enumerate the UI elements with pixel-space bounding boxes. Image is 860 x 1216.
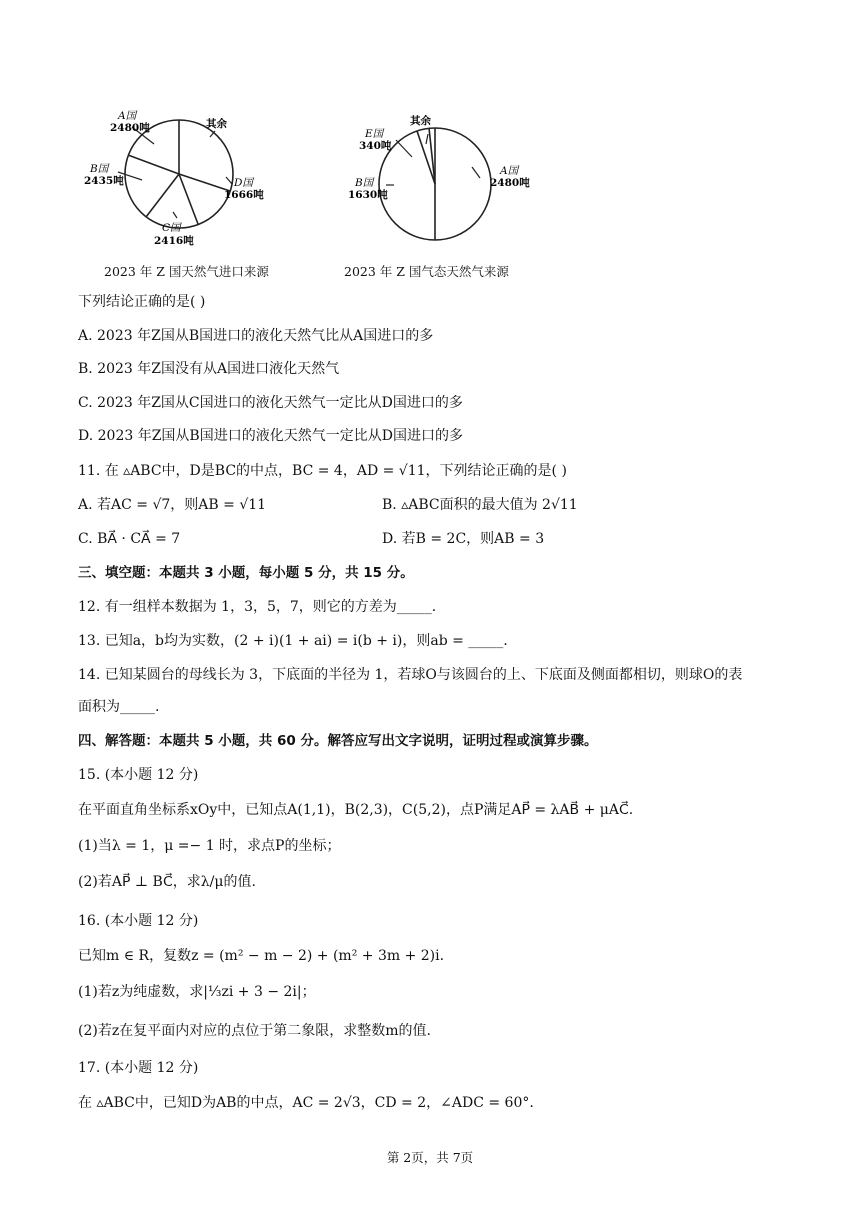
q10-stem: 下列结论正确的是( ): [78, 294, 206, 310]
q16-head: 16. (本小题 12 分): [78, 913, 199, 929]
chart1-label-d-name: D国: [234, 177, 253, 189]
chart2-label-b-name: B国: [355, 177, 374, 189]
q10-option-d: D. 2023 年Z国从B国进口的液化天然气一定比从D国进口的多: [78, 428, 463, 444]
q10-option-a: A. 2023 年Z国从B国进口的液化天然气比从A国进口的多: [78, 328, 434, 344]
q11-option-d: D. 若B = 2C，则AB = 3: [382, 531, 545, 547]
chart1-caption: 2023 年 Z 国天然气进口来源: [104, 264, 269, 279]
q14-line2: 面积为_____.: [78, 699, 160, 715]
chart2-label-other: 其余: [410, 115, 431, 127]
chart2-label-a-value: 2480吨: [490, 177, 530, 189]
page-footer: 第 2页，共 7页: [386, 1150, 474, 1165]
q15-part1: (1)当λ = 1，μ =− 1 时，求点P的坐标；: [78, 838, 341, 854]
chart1-label-b-value: 2435吨: [84, 175, 124, 187]
q11-option-b: B. ▵ABC面积的最大值为 2√11: [382, 497, 578, 513]
q15-head: 15. (本小题 12 分): [78, 767, 199, 783]
chart1-label-c-name: C国: [162, 222, 181, 234]
q16-part1: (1)若z为纯虚数，求|⅓zi + 3 − 2i|；: [78, 984, 316, 1000]
q11-option-a: A. 若AC = √7，则AB = √11: [78, 497, 267, 513]
q10-option-b: B. 2023 年Z国没有从A国进口液化天然气: [78, 361, 340, 377]
q16-part2: (2)若z在复平面内对应的点位于第二象限，求整数m的值.: [78, 1023, 431, 1039]
pie-chart-1: [80, 100, 280, 255]
chart1-label-a-name: A国: [118, 110, 137, 122]
chart1-label-c-value: 2416吨: [154, 235, 194, 247]
q12: 12. 有一组样本数据为 1，3，5，7，则它的方差为_____.: [78, 599, 437, 615]
chart1-label-a-value: 2480吨: [110, 122, 150, 134]
section4-heading: 四、解答题：本题共 5 小题，共 60 分。解答应写出文字说明，证明过程或演算步骤。: [78, 733, 598, 749]
chart2-label-e-value: 340吨: [359, 140, 392, 152]
section3-heading: 三、填空题：本题共 3 小题，每小题 5 分，共 15 分。: [78, 565, 414, 581]
q15-part2: (2)若AP⃗ ⊥ BC⃗，求λ/μ的值.: [78, 874, 256, 890]
chart2-caption: 2023 年 Z 国气态天然气来源: [344, 264, 509, 279]
q17-head: 17. (本小题 12 分): [78, 1060, 199, 1076]
q11-stem: 11. 在 ▵ABC中，D是BC的中点，BC = 4，AD = √11，下列结论正确的是( ): [78, 463, 567, 479]
chart2-label-a-name: A国: [500, 165, 519, 177]
chart2-label-e-name: E国: [365, 128, 384, 140]
chart1-label-other: 其余: [206, 118, 227, 130]
pie-chart-2: [340, 112, 540, 262]
chart2-label-b-value: 1630吨: [348, 189, 388, 201]
q11-option-c: C. BA⃗ · CA⃗ = 7: [78, 531, 181, 547]
chart1-label-d-value: 1666吨: [224, 189, 264, 201]
chart1-label-b-name: B国: [90, 163, 109, 175]
q14-line1: 14. 已知某圆台的母线长为 3，下底面的半径为 1，若球O与该圆台的上、下底面及侧面都相切，则球O的表: [78, 667, 743, 683]
q13: 13. 已知a，b均为实数，(2 + i)(1 + ai) = i(b + i)，则ab = _____.: [78, 633, 508, 649]
q17-body: 在 ▵ABC中，已知D为AB的中点，AC = 2√3，CD = 2，∠ADC = 60°.: [78, 1095, 534, 1111]
q15-body: 在平面直角坐标系xOy中，已知点A(1,1)，B(2,3)，C(5,2)，点P满足AP⃗ = λAB⃗ + μAC⃗.: [78, 802, 634, 818]
q16-body: 已知m ∈ R，复数z = (m² − m − 2) + (m² + 3m + 2)i.: [78, 948, 445, 964]
q10-option-c: C. 2023 年Z国从C国进口的液化天然气一定比从D国进口的多: [78, 395, 463, 411]
